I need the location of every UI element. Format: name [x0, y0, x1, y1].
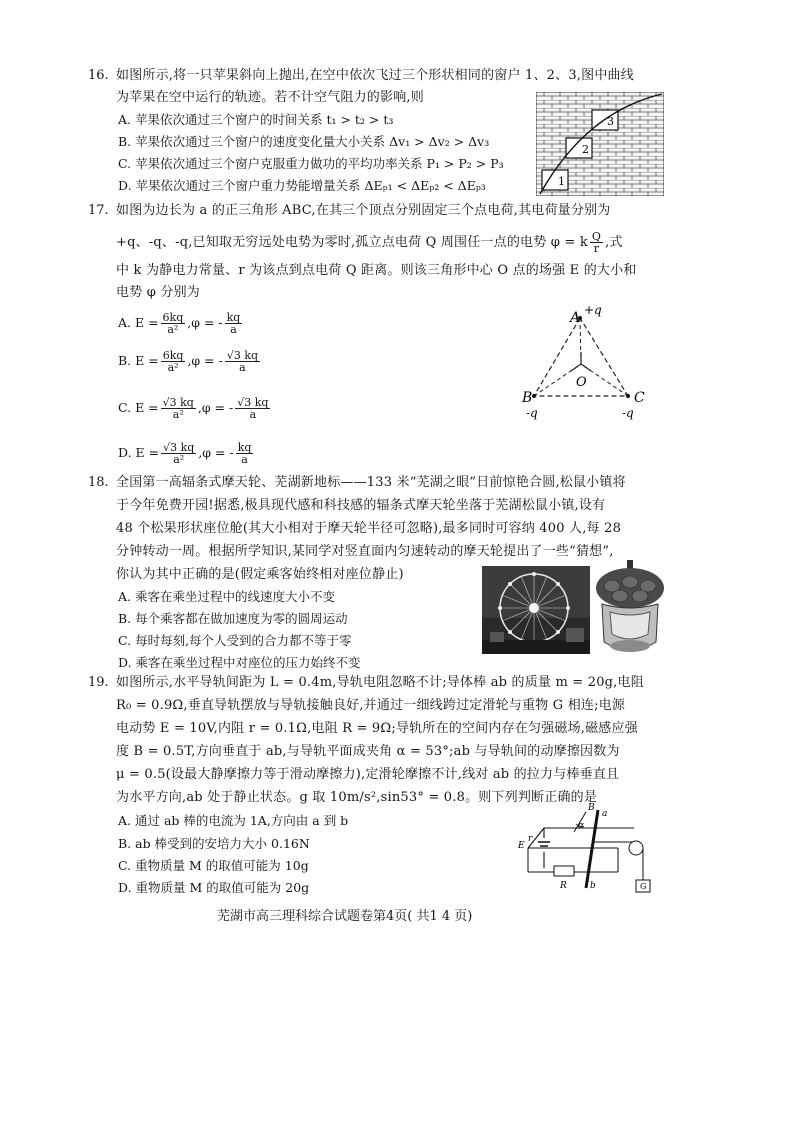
q18-number: 18.	[88, 475, 109, 490]
q17-stem-line2	[116, 231, 623, 254]
q17-stem-line4: 电势 φ 分别为	[116, 285, 200, 300]
fraction-numerator: √3 kq	[162, 396, 194, 409]
window-2-label: 2	[582, 143, 589, 156]
q19-number: 19.	[88, 675, 109, 690]
label-e: E	[518, 841, 525, 851]
q19-option-a: A. 通过 ab 棒的电流为 1A,方向由 a 到 b	[118, 813, 349, 828]
fraction-numerator: Q	[591, 230, 602, 243]
window-3-label: 3	[607, 115, 614, 128]
q16-option-d: D. 苹果依次通过三个窗户重力势能增量关系 ΔEₚ₁ < ΔEₚ₂ < ΔEₚ₃	[118, 178, 486, 193]
label-g: G	[640, 882, 647, 891]
fraction-numerator: √3 kq	[226, 349, 259, 362]
fraction-numerator: 6kq	[162, 311, 184, 324]
battery-symbol	[538, 842, 550, 846]
field-fraction	[161, 312, 186, 335]
q16-number: 16.	[88, 68, 109, 83]
q17-option-d	[118, 442, 255, 465]
fraction-denominator: a	[239, 361, 246, 374]
q18-stem-line5: 你认为其中正确的是(假定乘客始终相对座位静止)	[116, 567, 404, 582]
fraction-denominator: a²	[173, 453, 185, 466]
option-mid: ,φ = -	[198, 445, 234, 460]
fraction-denominator: a	[241, 453, 248, 466]
option-mid: ,φ = -	[187, 315, 223, 330]
option-mid: ,φ = -	[197, 400, 234, 415]
q16-window-figure	[536, 92, 664, 196]
q17-line2-tail: ,式	[605, 235, 623, 250]
fraction-denominator: a	[249, 408, 257, 421]
q18-stem-line3: 48 个松果形状座位舱(其大小相对于摩天轮半径可忽略),最多同时可容纳 400 人,每 28	[116, 521, 622, 536]
q19-stem-line4: 度 B = 0.5T,方向垂直于 ab,与导轨平面成夹角 α = 53°;ab 与导轨间的动摩擦因数为	[116, 744, 620, 759]
option-label: B. E =	[118, 353, 159, 368]
fraction-denominator: a²	[167, 323, 179, 336]
fraction-numerator: √3 kq	[237, 396, 269, 409]
fraction-denominator: a²	[172, 408, 184, 421]
fraction-numerator: √3 kq	[163, 441, 195, 454]
vertex-b-label: B	[522, 390, 533, 406]
vertex-a-label: A	[570, 310, 581, 326]
q19-option-c: C. 重物质量 M 的取值可能为 10g	[118, 858, 309, 873]
field-fraction	[161, 442, 196, 465]
wires	[528, 828, 618, 872]
q16-option-b: B. 苹果依次通过三个窗户的速度变化量大小关系 Δv₁ > Δv₂ > Δv₃	[118, 134, 490, 149]
window-1-label: 1	[558, 175, 565, 188]
q19-circuit-figure	[514, 798, 658, 894]
q17-option-b	[118, 350, 262, 373]
vertex-b-charge: -q	[526, 406, 538, 420]
label-r-resistor: R	[560, 881, 567, 891]
q16-stem-line1: 如图所示,将一只苹果斜向上抛出,在空中依次飞过三个形状相同的窗户 1、2、3,图中曲线	[116, 68, 634, 83]
option-mid: ,φ = -	[187, 353, 223, 368]
q17-potential-fraction	[590, 231, 603, 254]
q16-stem-line2: 为苹果在空中运行的轨迹。若不计空气阻力的影响,则	[116, 90, 424, 105]
q17-line2-text: +q、-q、-q,已知取无穷远处电势为零时,孤立点电荷 Q 周围任一点的电势 φ = k	[116, 235, 588, 250]
q18-stem-line2: 于今年免费开园!据悉,极具现代感和科技感的辐条式摩天轮坐落于芜湖松鼠小镇,设有	[116, 498, 606, 513]
q18-option-c: C. 每时每刻,每个人受到的合力都不等于零	[118, 633, 352, 648]
q19-stem-line1: 如图所示,水平导轨间距为 L = 0.4m,导轨电阻忽略不计;导体棒 ab 的质量 m = 20g,电阻	[116, 675, 644, 690]
center-o-label: O	[576, 375, 587, 390]
pulley	[629, 841, 643, 855]
q16-option-a: A. 苹果依次通过三个窗户的时间关系 t₁ > t₂ > t₃	[118, 112, 394, 127]
label-r-internal: r	[528, 834, 533, 844]
field-fraction	[161, 397, 196, 420]
resistor-r	[554, 866, 574, 876]
vertex-c-charge: -q	[622, 406, 634, 420]
q19-option-b: B. ab 棒受到的安培力大小 0.16N	[118, 836, 310, 851]
q18-stem-line4: 分钟转动一周。根据所学知识,某同学对竖直面内匀速转动的摩天轮提出了一些“猜想”,	[116, 544, 614, 559]
fraction-numerator: kq	[237, 441, 252, 454]
q17-option-a	[118, 312, 244, 335]
fraction-numerator: kq	[226, 311, 241, 324]
q19-stem-line2: R₀ = 0.9Ω,垂直导轨摆放与导轨接触良好,并通过一细线跨过定滑轮与重物 G 相连;电源	[116, 698, 626, 713]
option-label: C. E =	[118, 400, 159, 415]
potential-fraction	[235, 397, 270, 420]
q19-option-d: D. 重物质量 M 的取值可能为 20g	[118, 880, 310, 895]
fraction-denominator: a²	[167, 361, 179, 374]
label-b-field: B	[588, 803, 595, 813]
fraction-denominator: a	[230, 323, 237, 336]
page-footer: 芜湖市高三理科综合试题卷第4页( 共1 4 页)	[217, 909, 473, 924]
pinecone-cabin-photo	[592, 560, 668, 660]
q17-triangle-figure	[518, 300, 658, 420]
q18-option-b: B. 每个乘客都在做加速度为零的圆周运动	[118, 611, 348, 626]
rod-ab	[586, 810, 598, 888]
vertex-a-charge: +q	[584, 303, 602, 317]
q18-option-a: A. 乘客在乘坐过程中的线速度大小不变	[118, 589, 335, 604]
label-b-end: b	[590, 881, 596, 891]
q17-number: 17.	[88, 203, 109, 218]
label-a: a	[602, 809, 608, 819]
q17-option-c	[118, 397, 272, 420]
q19-stem-line3: 电动势 E = 10V,内阻 r = 0.1Ω,电阻 R = 9Ω;导轨所在的空间内存在匀强磁场,磁感应强	[116, 721, 638, 736]
field-fraction	[161, 350, 186, 373]
q18-option-d: D. 乘客在乘坐过程中对座位的压力始终不变	[118, 655, 361, 670]
potential-fraction	[225, 350, 260, 373]
field-arrows	[571, 352, 591, 371]
vertex-c-label: C	[634, 390, 645, 406]
fraction-numerator: 6kq	[162, 349, 184, 362]
q17-stem-line3: 中 k 为静电力常量、r 为该点到点电荷 Q 距离。则该三角形中心 O 点的场强 E 的大小和	[116, 263, 637, 278]
potential-fraction	[236, 442, 254, 465]
fraction-denominator: r	[593, 242, 600, 255]
q18-stem-line1: 全国第一高辐条式摩天轮、芜湖新地标——133 米“芜湖之眼”日前惊艳合圆,松鼠小镇将	[116, 475, 626, 490]
q17-stem-line1: 如图为边长为 a 的正三角形 ABC,在其三个顶点分别固定三个点电荷,其电荷量分别为	[116, 203, 611, 218]
q19-stem-line5: μ = 0.5(设最大静摩擦力等于滑动摩擦力),定滑轮摩擦不计,线对 ab 的拉力与棒垂直且	[116, 767, 620, 782]
q19-stem-line6: 为水平方向,ab 处于静止状态。g 取 10m/s²,sin53° = 0.8。则下列判断正确的是	[116, 790, 598, 805]
option-label: A. E =	[118, 315, 159, 330]
ferris-wheel-photo	[482, 566, 590, 654]
option-label: D. E =	[118, 445, 160, 460]
q16-option-c: C. 苹果依次通过三个窗户克服重力做功的平均功率关系 P₁ > P₂ > P₃	[118, 156, 504, 171]
label-alpha: α	[578, 821, 585, 831]
potential-fraction	[225, 312, 243, 335]
